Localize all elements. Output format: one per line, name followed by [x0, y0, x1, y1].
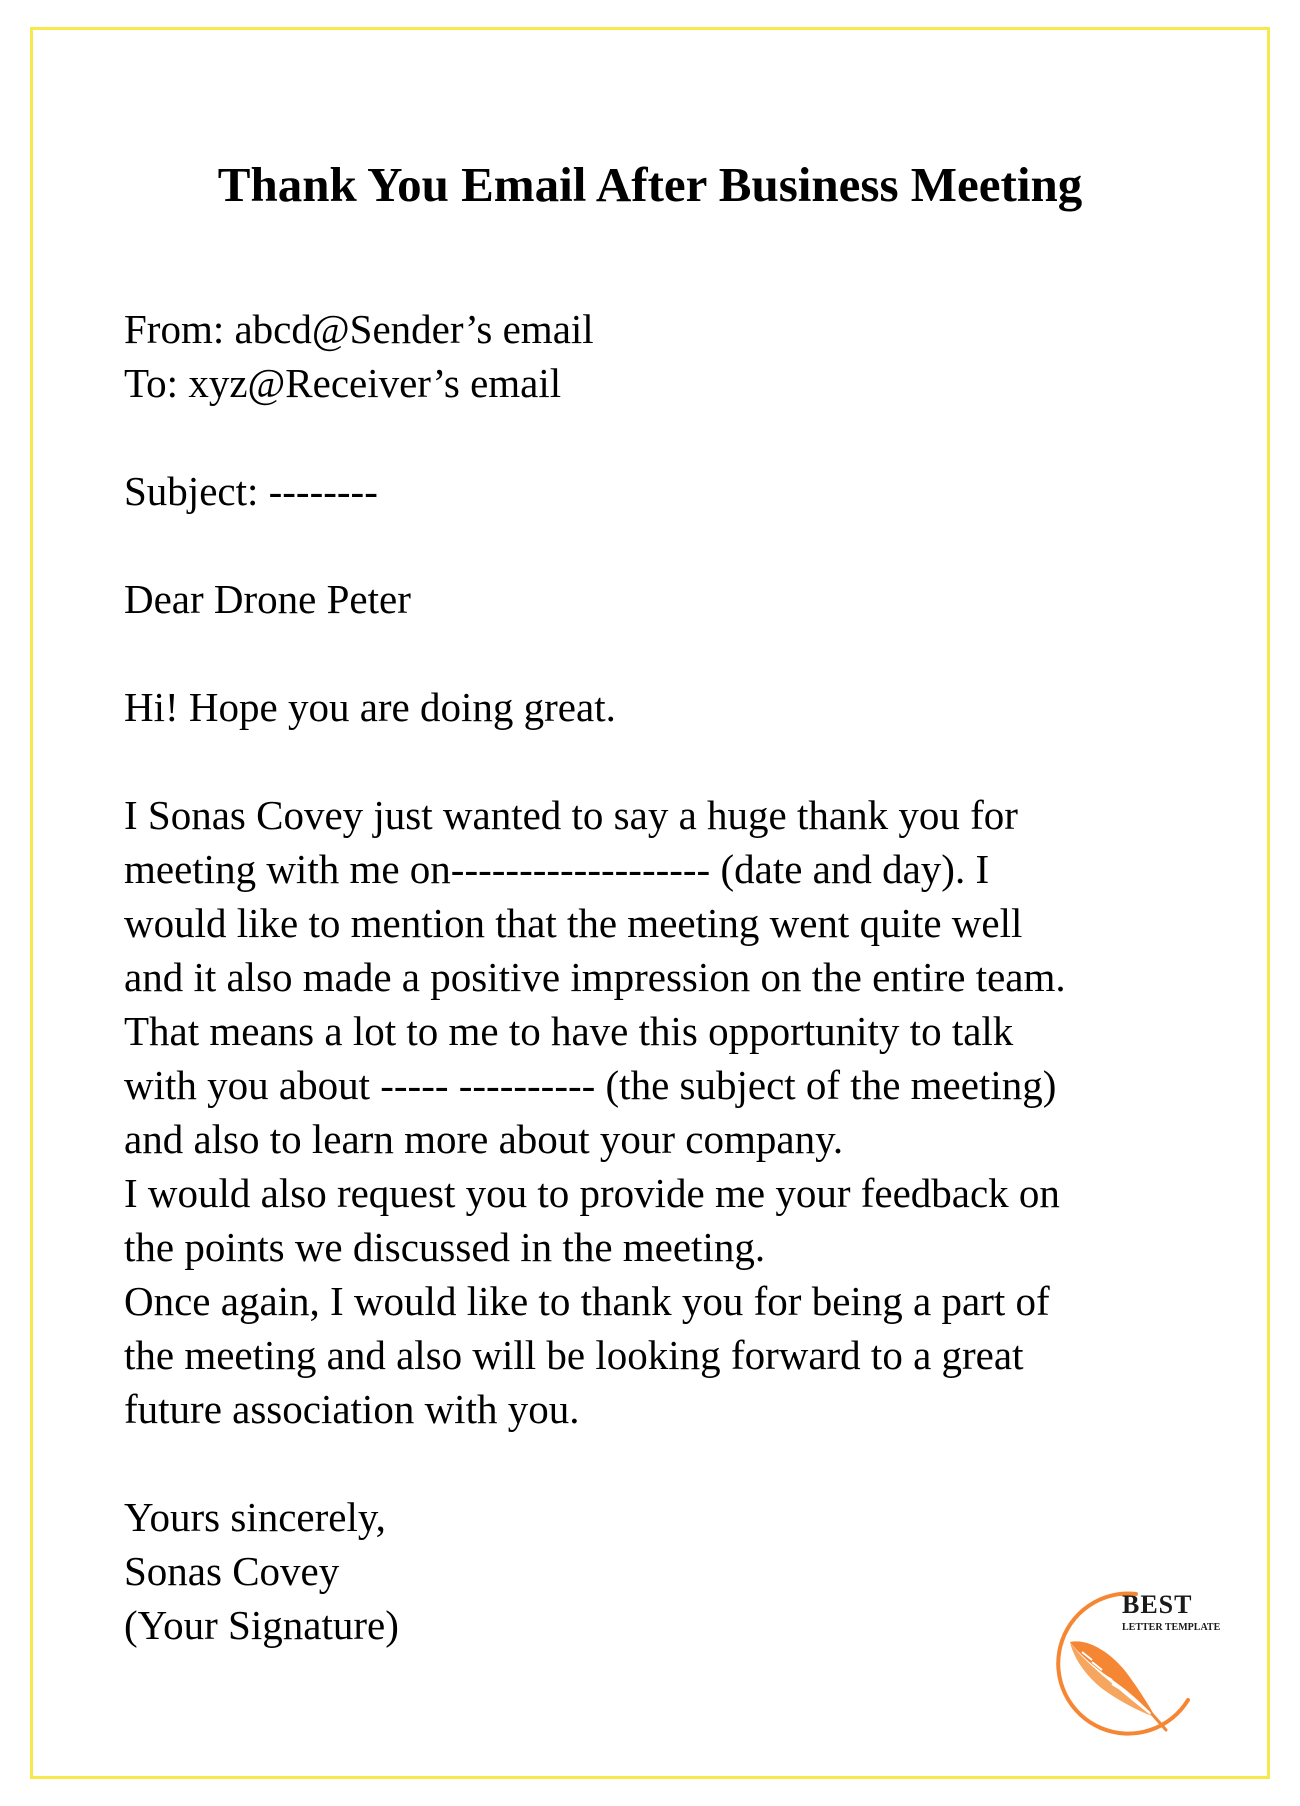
page-title: Thank You Email After Business Meeting: [217, 157, 1083, 212]
body-line: Once again, I would like to thank you for being a part of: [124, 1278, 1050, 1324]
spacer: [124, 1436, 1184, 1490]
to-line: To: xyz@Receiver’s email: [124, 360, 562, 406]
sender-name: Sonas Covey: [124, 1548, 340, 1594]
greeting: Hi! Hope you are doing great.: [124, 684, 616, 730]
logo-sub-text: LETTER TEMPLATE: [1122, 1622, 1221, 1633]
body-line: with you about ----- ---------- (the subject of the meeting): [124, 1062, 1057, 1108]
body-line: and it also made a positive impression on the entire team.: [124, 954, 1066, 1000]
body-line: the points we discussed in the meeting.: [124, 1224, 766, 1270]
body-line: the meeting and also will be looking forward to a great: [124, 1332, 1024, 1378]
spacer: [124, 626, 1184, 680]
subject-line: Subject: --------: [124, 468, 378, 514]
body-line: future association with you.: [124, 1386, 580, 1432]
logo-brand-text: BEST: [1122, 1590, 1193, 1619]
spacer: [124, 734, 1184, 788]
valediction: Yours sincerely,: [124, 1494, 386, 1540]
signature-placeholder: (Your Signature): [124, 1602, 399, 1648]
body-line: would like to mention that the meeting went quite well: [124, 900, 1023, 946]
spacer: [124, 518, 1184, 572]
body-line: and also to learn more about your company.: [124, 1116, 844, 1162]
spacer: [124, 410, 1184, 464]
letter-body: [124, 302, 1184, 1652]
body-line: meeting with me on------------------- (date and day). I: [124, 846, 990, 892]
from-line: From: abcd@Sender’s email: [124, 306, 594, 352]
best-letter-template-logo: [1048, 1580, 1238, 1740]
body-line: That means a lot to me to have this opportunity to talk: [124, 1008, 1014, 1054]
salutation: Dear Drone Peter: [124, 576, 411, 622]
body-line: I would also request you to provide me your feedback on: [124, 1170, 1060, 1216]
body-line: I Sonas Covey just wanted to say a huge thank you for: [124, 792, 1018, 838]
